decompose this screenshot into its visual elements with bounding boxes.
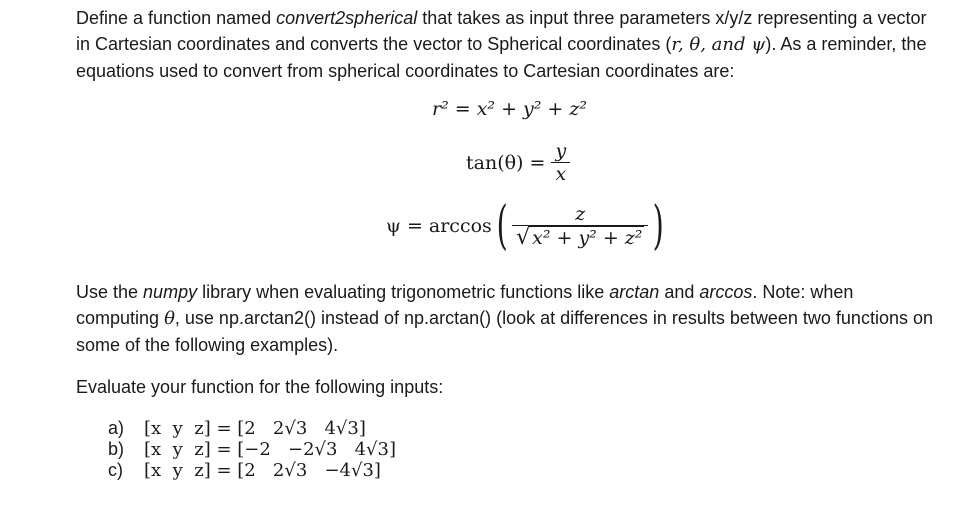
- fraction-denominator: x: [551, 162, 570, 185]
- note-paragraph: [76, 279, 936, 358]
- equation-psi-lhs: ψ = arccos: [386, 215, 492, 237]
- equation-r-text: r² = x² + y² + z²: [432, 98, 588, 120]
- intro-text-2: that takes as input three parameters x/y/z representing a vector in Cartesian coordinates and converts the vector to Spherical coordinates (: [76, 8, 927, 54]
- note-text-5: , use np.arctan2() instead of np.arctan() (look at differences in results between two functions on some of the following examples).: [76, 308, 933, 355]
- item-expression: [x y z] = [2 2√3 4√3]: [144, 418, 366, 439]
- item-label: b): [108, 439, 125, 459]
- arctan-term: arctan: [609, 282, 660, 302]
- note-text-2: library when evaluating trigonometric functions like: [197, 282, 610, 302]
- library-name: numpy: [143, 282, 198, 302]
- equation-r: [432, 98, 587, 120]
- list-item: [108, 439, 396, 460]
- item-expression: [x y z] = [−2 −2√3 4√3]: [144, 439, 396, 460]
- item-label: a): [108, 418, 125, 438]
- fraction-numerator: z: [575, 203, 586, 225]
- theta-symbol: θ: [164, 308, 175, 329]
- fraction-denominator: [512, 225, 648, 249]
- note-text-1: Use the: [76, 282, 144, 302]
- radical-sign: √: [516, 225, 531, 250]
- left-paren: (: [496, 196, 508, 256]
- item-expression: [x y z] = [2 2√3 −4√3]: [144, 460, 381, 481]
- note-text-4: . Note: when computing: [76, 282, 854, 328]
- intro-paragraph: [76, 5, 936, 84]
- note-text-3: and: [659, 282, 700, 302]
- sqrt-expression: [516, 226, 644, 249]
- equation-psi: [386, 196, 669, 256]
- function-name: convert2spherical: [276, 8, 418, 28]
- radicand: x² + y² + z²: [532, 227, 643, 249]
- evaluate-heading: Evaluate your function for the following inputs:: [76, 377, 444, 397]
- intro-text-3: ). As a reminder, the equations used to convert from spherical coordinates to Cartesian coordinates are:: [76, 34, 927, 81]
- equation-theta-fraction: [551, 140, 570, 185]
- equation-theta: [466, 140, 570, 185]
- input-list: [108, 418, 396, 481]
- item-label: c): [108, 460, 123, 480]
- fraction-numerator: y: [555, 140, 567, 162]
- equation-psi-fraction: [512, 203, 648, 249]
- intro-variables: r, θ, and ψ: [671, 34, 766, 55]
- right-paren: ): [652, 196, 665, 256]
- equation-theta-lhs: tan(θ) =: [466, 151, 546, 174]
- intro-text-1: Define a function named: [76, 8, 277, 28]
- arccos-term: arccos: [699, 282, 753, 302]
- list-item: [108, 460, 396, 481]
- list-item: [108, 418, 396, 439]
